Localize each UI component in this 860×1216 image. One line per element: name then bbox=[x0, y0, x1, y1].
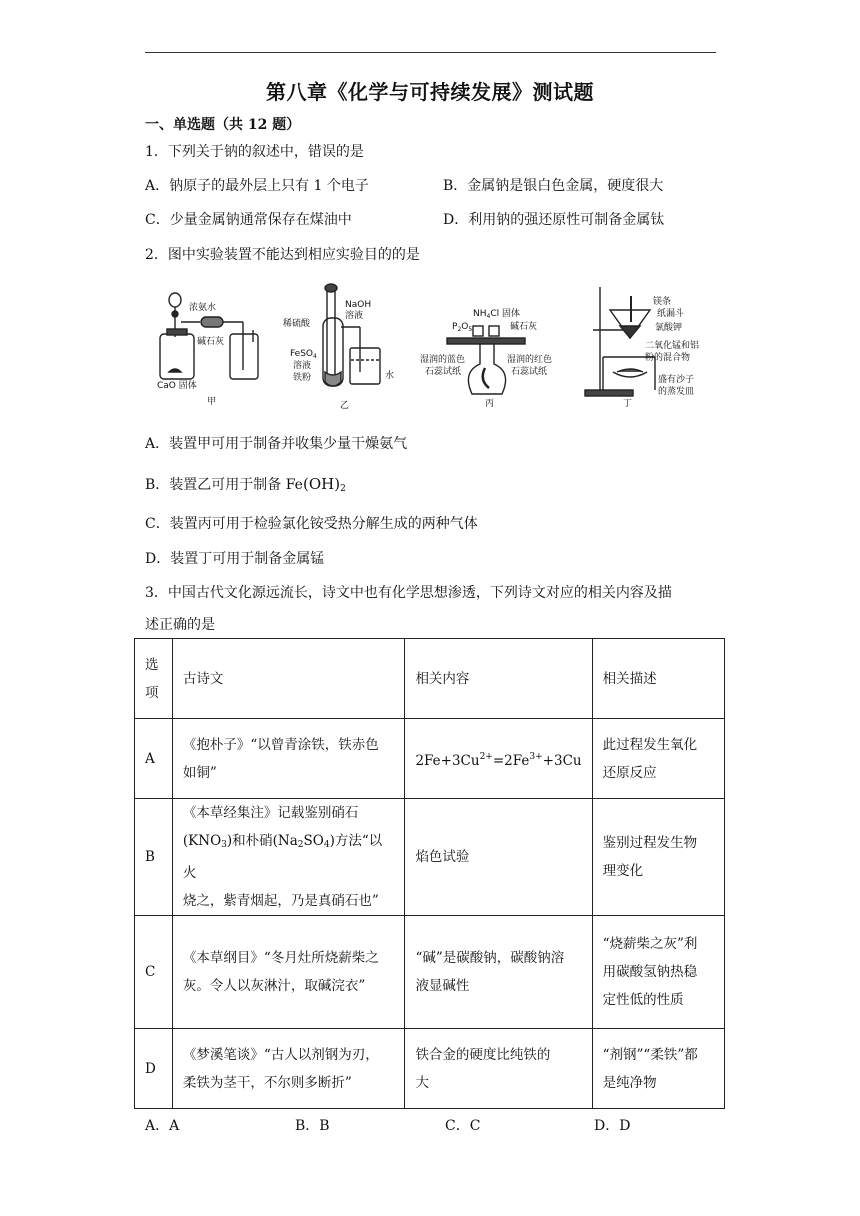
label-ding-6: 盛有沙子 bbox=[658, 375, 695, 385]
row-b-description: 鉴别过程发生物 理变化 bbox=[592, 799, 724, 916]
label-yi-7: 水 bbox=[385, 371, 395, 381]
row-b-poem: 《本草经集注》记载鉴别硝石 $(KNO_3)$和朴硝$(Na_2SO_4)$方法“以火 烧之，紫青烟起，乃是真硝石也” bbox=[172, 799, 405, 916]
label-yi-6: 铁粉 bbox=[293, 373, 312, 383]
apparatus-figure bbox=[155, 282, 700, 412]
row-a-option: A bbox=[135, 719, 173, 799]
caption-ding: 丁 bbox=[623, 399, 633, 409]
q3-option-c: C．C bbox=[445, 1118, 481, 1134]
label-ding-5: 粉的混合物 bbox=[645, 353, 691, 363]
row-a-content: $2Fe+3Cu^{2+}=2Fe^{3+}+3Cu$ bbox=[405, 719, 592, 799]
label-bing-7: 石蕊试纸 bbox=[511, 367, 548, 377]
q3-option-b: B．B bbox=[295, 1118, 330, 1134]
table-row bbox=[135, 916, 725, 1029]
q1-option-c: C．少量金属钠通常保存在煤油中 bbox=[145, 212, 352, 228]
row-c-option: C bbox=[135, 916, 173, 1029]
label-bing-6: 湿润的红色 bbox=[507, 355, 553, 365]
label-yi-1: NaOH bbox=[345, 300, 372, 310]
q1-stem: 1．下列关于钠的叙述中，错误的是 bbox=[145, 144, 364, 160]
q1-option-d: D．利用钠的强还原性可制备金属钛 bbox=[443, 212, 665, 228]
table-row bbox=[135, 1029, 725, 1109]
row-a-poem: 《抱朴子》“以曾青涂铁，铁赤色 如铜” bbox=[172, 719, 405, 799]
label-yi-3: 稀硫酸 bbox=[283, 319, 311, 329]
row-d-content: 铁合金的硬度比纯铁的 大 bbox=[405, 1029, 592, 1109]
q3-stem-line2: 述正确的是 bbox=[145, 617, 215, 633]
caption-jia: 甲 bbox=[207, 397, 217, 407]
q2-stem: 2．图中实验装置不能达到相应实验目的的是 bbox=[145, 247, 420, 263]
row-d-poem: 《梦溪笔谈》“古人以剂钢为刃， 柔铁为茎干，不尔则多断折” bbox=[172, 1029, 405, 1109]
q2-option-c: C．装置丙可用于检验氯化铵受热分解生成的两种气体 bbox=[145, 516, 478, 532]
q3-option-d: D．D bbox=[594, 1118, 631, 1134]
q1-option-b: B．金属钠是银白色金属，硬度很大 bbox=[443, 178, 664, 194]
label-bing-5: 石蕊试纸 bbox=[425, 367, 462, 377]
label-ding-1: 镁条 bbox=[653, 297, 672, 307]
q2-option-b: B．装置乙可用于制备 $Fe(OH)_2$ bbox=[145, 475, 346, 494]
label-bing-3: 碱石灰 bbox=[510, 322, 538, 332]
row-c-description: “烧薪柴之灰”利 用碳酸氢钠热稳 定性低的性质 bbox=[592, 916, 724, 1029]
label-jia-2: 碱石灰 bbox=[197, 337, 225, 347]
section-heading: 一、单选题（共 12 题） bbox=[145, 117, 301, 133]
label-bing-2: $P_2O_5$ bbox=[452, 322, 473, 333]
q3-option-a: A．A bbox=[145, 1118, 180, 1134]
label-ding-3: 氯酸钾 bbox=[655, 323, 683, 333]
row-c-poem: 《本草纲目》“冬月灶所烧薪柴之 灰。令人以灰淋汁，取碱浣衣” bbox=[172, 916, 405, 1029]
caption-bing: 丙 bbox=[485, 399, 495, 409]
label-yi-2: 溶液 bbox=[345, 311, 364, 321]
label-bing-4: 湿润的蓝色 bbox=[420, 355, 466, 365]
header-rule bbox=[145, 52, 716, 53]
caption-yi: 乙 bbox=[340, 401, 350, 411]
page-title: 第八章《化学与可持续发展》测试题 bbox=[266, 80, 594, 104]
header-description: 相关描述 bbox=[592, 639, 724, 719]
row-a-description: 此过程发生氧化 还原反应 bbox=[592, 719, 724, 799]
header-option: 选 项 bbox=[135, 639, 173, 719]
row-d-option: D bbox=[135, 1029, 173, 1109]
table-row bbox=[135, 799, 725, 916]
header-poem: 古诗文 bbox=[172, 639, 405, 719]
label-ding-2: 纸漏斗 bbox=[657, 309, 685, 319]
row-b-content: 焰色试验 bbox=[405, 799, 592, 916]
q1-option-a: A．钠原子的最外层上只有 1 个电子 bbox=[145, 178, 369, 194]
q2-option-a: A．装置甲可用于制备并收集少量干燥氨气 bbox=[145, 436, 408, 452]
label-bing-1: $NH_4Cl$ 固体 bbox=[473, 309, 520, 320]
label-ding-4: 二氧化锰和铝 bbox=[645, 341, 700, 351]
label-yi-4: FeSO$_4$ bbox=[290, 349, 317, 360]
label-ding-7: 的蒸发皿 bbox=[658, 387, 695, 397]
row-d-description: “剂钢”“柔铁”都 是纯净物 bbox=[592, 1029, 724, 1109]
header-content: 相关内容 bbox=[405, 639, 592, 719]
label-yi-5: 溶液 bbox=[293, 361, 312, 371]
label-jia-1: 浓氨水 bbox=[189, 303, 217, 313]
table-row bbox=[135, 719, 725, 799]
row-c-content: “碱”是碳酸钠，碳酸钠溶 液显碱性 bbox=[405, 916, 592, 1029]
q2-option-d: D．装置丁可用于制备金属锰 bbox=[145, 551, 325, 567]
row-b-option: B bbox=[135, 799, 173, 916]
q3-table bbox=[134, 638, 725, 1109]
q3-stem-line1: 3．中国古代文化源远流长，诗文中也有化学思想渗透，下列诗文对应的相关内容及描 bbox=[145, 585, 672, 601]
table-header-row bbox=[135, 639, 725, 719]
label-jia-3: CaO 固体 bbox=[157, 381, 197, 391]
